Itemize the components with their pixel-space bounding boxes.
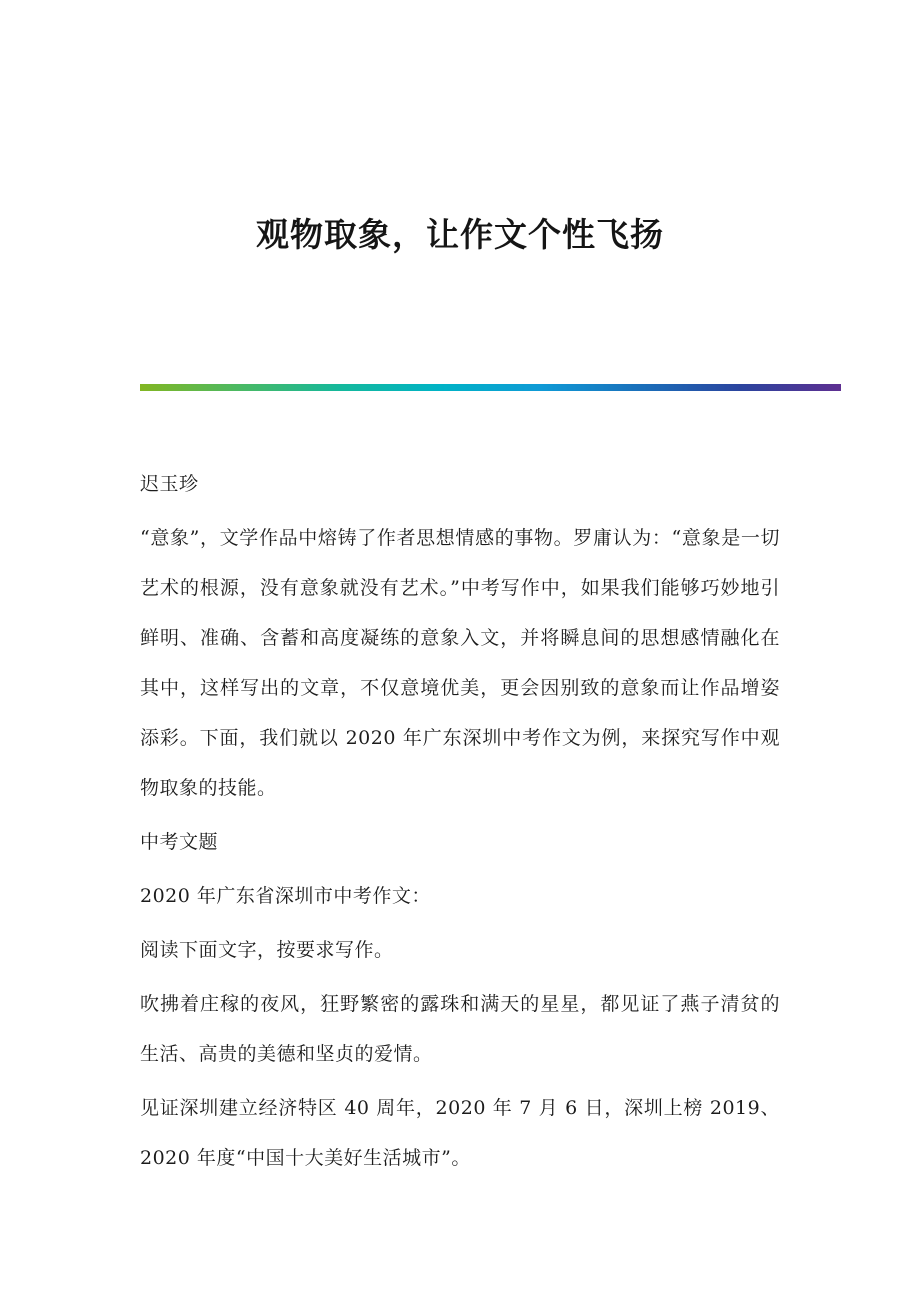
paragraph-heading-exam-topic: 中考文题 [140,831,219,853]
author-line: 迟玉珍 [140,473,199,495]
document-title: 观物取象，让作文个性飞扬 [256,215,664,254]
paragraph-prompt-1: 吹拂着庄稼的夜风，狂野繁密的露珠和满天的星星，都见证了燕子清贫的生活、高贵的美德和坚贞的爱情。 [140,993,780,1065]
paragraph-intro: “意象”，文学作品中熔铸了作者思想情感的事物。罗庸认为：“意象是一切艺术的根源，没有意象就没有艺术。”中考写作中，如果我们能够巧妙地引鲜明、准确、含蓄和高度凝练的意象入文，并将瞬息间的思想感情融化在其中，这样写出的文章，不仅意境优美，更会因别致的意象而让作品增姿添彩。下面，我们就以 2020 年广东深圳中考作文为例，来探究写作中观物取象的技能。 [140,527,780,799]
document-body [140,459,780,1183]
paragraph-prompt-2: 见证深圳建立经济特区 40 周年，2020 年 7 月 6 日，深圳上榜 2019、2020 年度“中国十大美好生活城市”。 [140,1097,780,1169]
divider-gradient-bar [140,384,841,391]
paragraph-exam-instruction: 阅读下面文字，按要求写作。 [140,939,394,961]
paragraph-exam-source: 2020 年广东省深圳市中考作文： [140,885,431,907]
